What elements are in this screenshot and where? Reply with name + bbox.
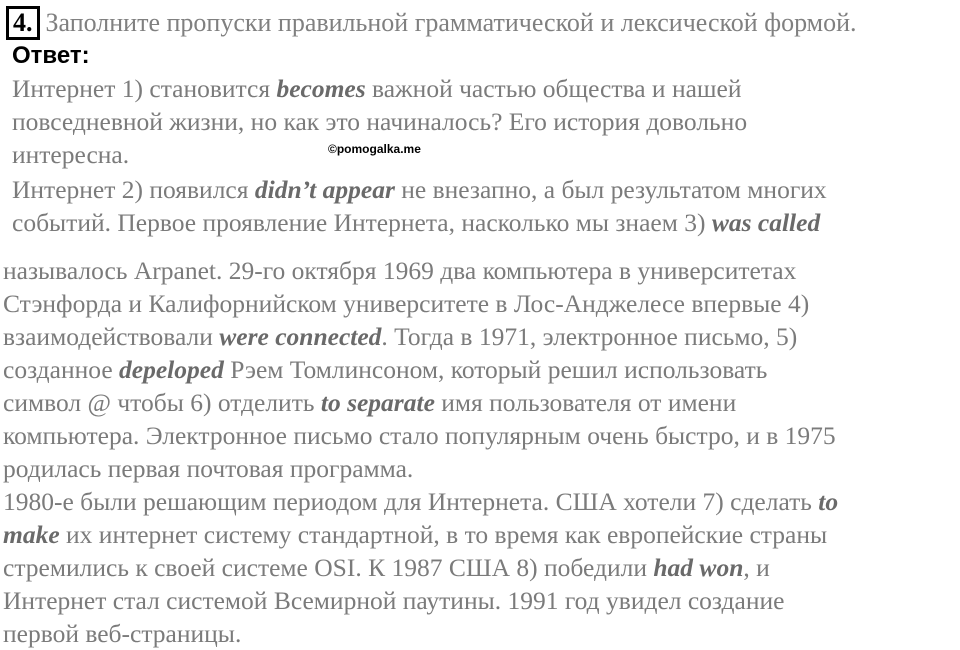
text-line <box>3 584 838 617</box>
answer-insertion: make <box>3 520 60 549</box>
line-text: символ @ чтобы 6) отделить <box>3 388 321 417</box>
text-line <box>3 518 838 551</box>
line-text: Интернет 2) появился <box>12 175 255 204</box>
text-line <box>3 353 838 386</box>
text-line <box>3 419 838 452</box>
line-text: созданное <box>3 355 120 384</box>
line-text: компьютера. Электронное письмо стало популярным очень быстро, и в 1975 <box>3 421 836 450</box>
answer-insertion: to separate <box>320 388 435 417</box>
line-text: родилась первая почтовая программа. <box>3 454 414 483</box>
text-line <box>12 105 747 138</box>
answer-insertion: becomes <box>276 74 366 103</box>
answer-insertion: didn’t appear <box>254 175 395 204</box>
line-text: взаимодействовали <box>3 322 220 351</box>
line-text: повседневной жизни, но как это начиналось? Его история довольно <box>12 107 748 136</box>
task-number: 4. <box>6 6 40 40</box>
text-line <box>12 72 747 105</box>
line-text: стремились к своей системе OSI. К 1987 США 8) победили <box>3 553 654 582</box>
text-line <box>3 254 838 287</box>
text-line <box>3 287 838 320</box>
text-line <box>12 206 827 239</box>
line-text: интересна. <box>12 140 130 169</box>
line-text: Стэнфорда и Калифорнийском университете в Лос-Анджелесе впервые 4) <box>3 289 810 318</box>
answer-insertion: was called <box>711 208 821 237</box>
line-text: имя пользователя от имени <box>434 388 737 417</box>
line-text: их интернет систему стандартной, в то время как европейские страны <box>59 520 828 549</box>
text-line <box>3 320 838 353</box>
answer-insertion: depeloped <box>119 355 224 384</box>
line-text: 1980-е были решающим периодом для Интернета. США хотели 7) сделать <box>3 487 819 516</box>
line-text: , и <box>743 553 770 582</box>
answer-label: Ответ: <box>12 42 90 69</box>
line-text: не внезапно, а был результатом многих <box>394 175 827 204</box>
line-text: первой веб-страницы. <box>3 619 242 648</box>
text-line <box>3 617 838 650</box>
paragraph-1 <box>12 72 747 171</box>
line-text: важной частью общества и нашей <box>365 74 742 103</box>
line-text: . Тогда в 1971, электронное письмо, 5) <box>381 322 798 351</box>
text-line <box>3 386 838 419</box>
line-text: Интернет стал системой Всемирной паутины. 1991 год увидел создание <box>3 586 785 615</box>
text-line <box>3 551 838 584</box>
watermark: ©pomogalka.me <box>328 142 421 156</box>
answer-insertion: had won <box>653 553 744 582</box>
line-text: называлось Arpanet. 29-го октября 1969 два компьютера в университетах <box>3 256 797 285</box>
paragraph-2 <box>12 173 827 239</box>
text-line <box>3 452 838 485</box>
text-line <box>12 173 827 206</box>
task-instruction: Заполните пропуски правильной грамматической и лексической формой. <box>45 8 857 37</box>
answer-insertion: were connected <box>219 322 382 351</box>
line-text: Рэем Томлинсоном, который решил использовать <box>223 355 768 384</box>
text-line <box>3 485 838 518</box>
task-header <box>6 6 857 40</box>
paragraph-3 <box>3 254 838 650</box>
line-text: событий. Первое проявление Интернета, насколько мы знаем 3) <box>12 208 712 237</box>
line-text: Интернет 1) становится <box>12 74 277 103</box>
answer-insertion: to <box>818 487 839 516</box>
